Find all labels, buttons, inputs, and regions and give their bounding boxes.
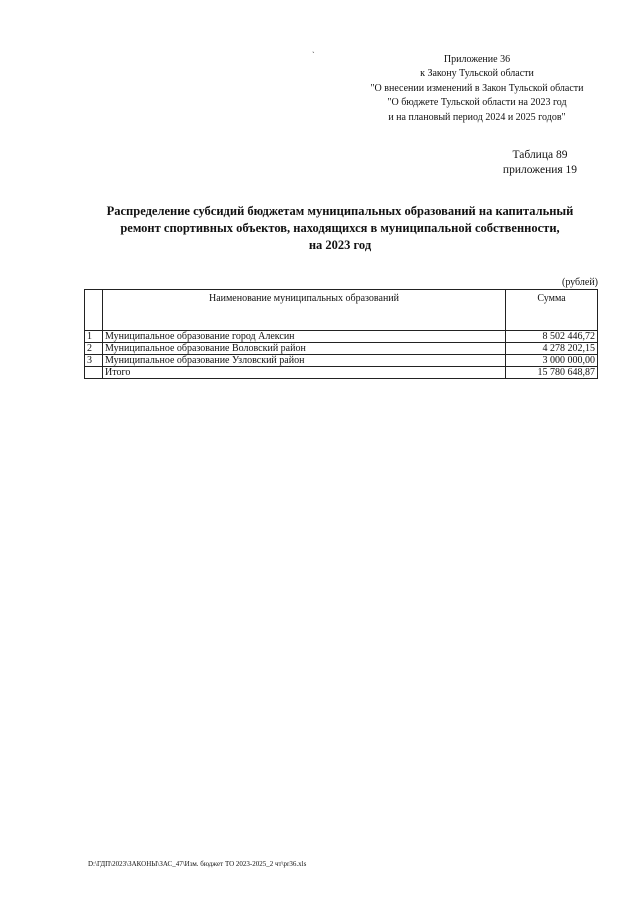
appendix-line: "О бюджете Тульской области на 2023 год	[387, 97, 567, 109]
appendix-line: Приложение 36	[443, 54, 511, 65]
table-header-row	[85, 290, 598, 331]
header-num	[85, 290, 103, 331]
appendix-line: и на плановый период 2024 и 2025 годов"	[388, 111, 566, 123]
currency-units: (рублей)	[561, 277, 598, 288]
scan-mark: ˎ	[312, 44, 315, 53]
appendix-header	[362, 53, 592, 125]
table-reference	[470, 148, 610, 178]
document-title	[84, 203, 596, 254]
row-sum: 3 000 000,00	[506, 355, 598, 367]
row-name: Муниципальное образование Воловский район	[103, 343, 506, 355]
row-sum: 4 278 202,15	[506, 343, 598, 355]
table-row	[85, 355, 598, 367]
total-num	[85, 367, 103, 379]
table-row	[85, 331, 598, 343]
file-path-footer: D:\ГДП\2023\ЗАКОНЫ\ЗАС_47\Изм. бюджет ТО 2023-2025_2 чт\pr36.xls	[88, 860, 307, 868]
table-total-row	[85, 367, 598, 379]
header-sum: Сумма	[506, 290, 598, 331]
row-name: Муниципальное образование город Алексин	[103, 331, 506, 343]
table-number: Таблица 89	[512, 149, 568, 161]
title-line: Распределение субсидий бюджетам муниципальных образований на капитальный	[106, 204, 574, 218]
row-sum: 8 502 446,72	[506, 331, 598, 343]
row-num: 3	[85, 355, 103, 367]
table-row	[85, 343, 598, 355]
header-name: Наименование муниципальных образований	[103, 290, 506, 331]
row-num: 2	[85, 343, 103, 355]
total-label: Итого	[103, 367, 506, 379]
total-sum: 15 780 648,87	[506, 367, 598, 379]
title-line: ремонт спортивных объектов, находящихся в муниципальной собственности,	[120, 221, 560, 235]
subsidy-table	[84, 289, 598, 379]
appendix-line: к Закону Тульской области	[420, 68, 534, 80]
title-line: на 2023 год	[308, 238, 372, 252]
row-num: 1	[85, 331, 103, 343]
appendix-line: "О внесении изменений в Закон Тульской области	[370, 82, 584, 94]
table-appendix: приложения 19	[502, 164, 578, 176]
row-name: Муниципальное образование Узловский район	[103, 355, 506, 367]
